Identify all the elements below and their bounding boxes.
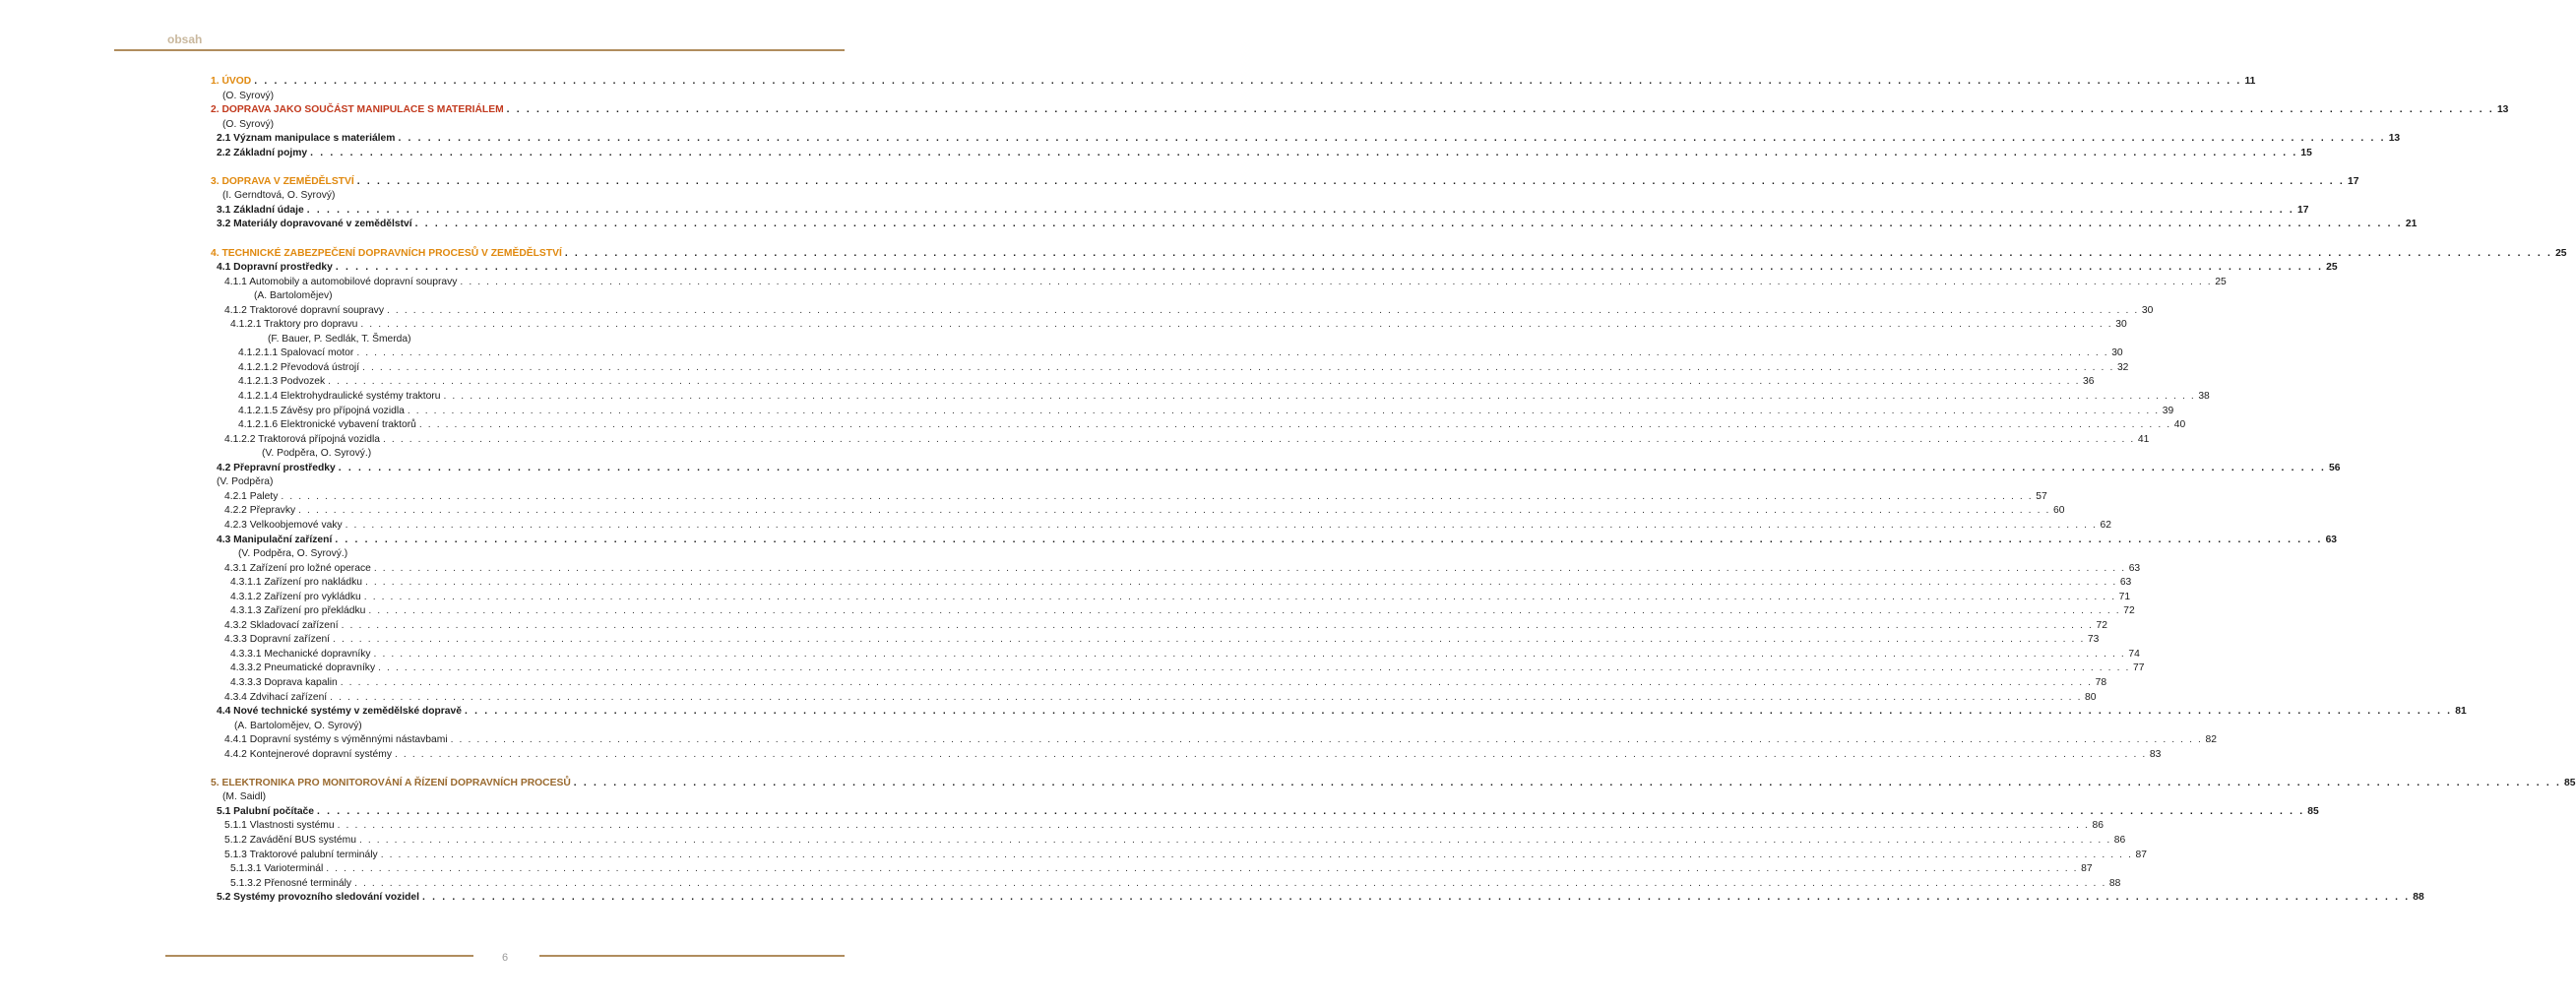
toc-entry[interactable] bbox=[211, 405, 2174, 419]
dot-leader: . . . . . . . . . . . . . . . . . . . . . . . . . . . . . . . . . . . . . . . . . . . . . . . . . . . . . . . . . . . . . . . . . . . . . . . . . . . . . . . . . . . . . . . . . . . . . . . . . . . . . . . . . . . . . . . . . . . . . . . . . . . . . . . . . . . . . . . . . . . . . . . . . . . . . . . . . . . . . . . . . . . . . . . . . . . . . . . . . . . . . . . . . . . . . . . . . . . . . . . . bbox=[298, 505, 2050, 517]
toc-author: (A. Bartoloměјev, O. Syrový) bbox=[234, 720, 362, 731]
toc-entry[interactable] bbox=[211, 519, 2111, 534]
toc-author-line bbox=[211, 447, 833, 462]
dot-leader: . . . . . . . . . . . . . . . . . . . . . . . . . . . . . . . . . . . . . . . . . . . . . . . . . . . . . . . . . . . . . . . . . . . . . . . . . . . . . . . . . . . . . . . . . . . . . . . . . . . . . . . . . . . . . . . . . . . . . . . . . . . . . . . . . . . . . . . . . . . . . . . . . . . . . . . . . . . . . . . . . . . . . . . . . . . . . . . . . . . . . . . . . . . . . . . . . . . . . . . . bbox=[573, 777, 2562, 788]
toc-page-number: 87 bbox=[2081, 863, 2093, 875]
toc-entry-title: 4.3.3.2 Pneumatické dopravníky bbox=[230, 662, 376, 674]
toc-entry[interactable] bbox=[211, 390, 2210, 405]
toc-page-number: 80 bbox=[2085, 691, 2097, 703]
dot-leader: . . . . . . . . . . . . . . . . . . . . . . . . . . . . . . . . . . . . . . . . . . . . . . . . . . . . . . . . . . . . . . . . . . . . . . . . . . . . . . . . . . . . . . . . . . . . . . . . . . . . . . . . . . . . . . . . . . . . . . . . . . . . . . . . . . . . . . . . . . . . . . . . . . . . . . . . . . . . . . . . . . . . . . . . . . . . . . . . . . . . . . . . . . . . . . . . . . . . . . . . bbox=[363, 591, 2116, 602]
toc-entry-title: 2. DOPRAVA JAKO SOUČÁST MANIPULACE S MATERIÁLEM bbox=[211, 104, 504, 116]
toc-entry[interactable] bbox=[211, 633, 2100, 648]
toc-entry[interactable] bbox=[211, 433, 2150, 448]
toc-entry-title: 4.4 Nové technické systémy v zemědělské dopravě bbox=[217, 706, 462, 718]
toc-entry[interactable] bbox=[211, 676, 2107, 691]
footer-rule-right bbox=[539, 955, 845, 957]
toc-page-number: 25 bbox=[2326, 262, 2338, 274]
toc-entry-title: 4. TECHNICKÉ ZABEZPEČENÍ DOPRAVNÍCH PROCESŮ V ZEMĚDĚLSTVÍ bbox=[211, 247, 562, 259]
dot-leader: . . . . . . . . . . . . . . . . . . . . . . . . . . . . . . . . . . . . . . . . . . . . . . . . . . . . . . . . . . . . . . . . . . . . . . . . . . . . . . . . . . . . . . . . . . . . . . . . . . . . . . . . . . . . . . . . . . . . . . . . . . . . . . . . . . . . . . . . . . . . . . . . . . . . . . . . . . . . . . . . . . . . . . . . . . . . . . . . . . . . . . . . . . . . . . . . . . . . . . . . bbox=[362, 361, 2114, 373]
toc-page-number: 30 bbox=[2111, 347, 2123, 359]
toc-entry-title: 5.1 Palubní počítače bbox=[217, 805, 314, 817]
toc-entry-title: 4.3 Manipulační zařízení bbox=[217, 534, 333, 545]
toc-entry[interactable] bbox=[211, 691, 2097, 706]
toc-author: (A. Bartolomějev) bbox=[254, 290, 333, 302]
toc-page-number: 11 bbox=[2244, 76, 2256, 87]
toc-entry[interactable] bbox=[211, 261, 2338, 276]
toc-page-number: 40 bbox=[2173, 419, 2186, 431]
toc-entry-title: 4.3.4 Zdvihací zařízení bbox=[224, 691, 328, 703]
dot-leader: . . . . . . . . . . . . . . . . . . . . . . . . . . . . . . . . . . . . . . . . . . . . . . . . . . . . . . . . . . . . . . . . . . . . . . . . . . . . . . . . . . . . . . . . . . . . . . . . . . . . . . . . . . . . . . . . . . . . . . . . . . . . . . . . . . . . . . . . . . . . . . . . . . . . . . . . . . . . . . . . . . . . . . . . . . . . . . . . . . . . . . . . . . . . . . . . . . . . . . . . bbox=[356, 175, 2345, 187]
toc-entry[interactable] bbox=[211, 591, 2131, 605]
toc-page-number: 86 bbox=[2092, 820, 2104, 832]
toc-entry[interactable] bbox=[211, 504, 2065, 519]
toc-author: (O. Syrový) bbox=[222, 90, 275, 101]
toc-author-line bbox=[211, 118, 833, 133]
toc-page-number: 88 bbox=[2413, 892, 2424, 904]
toc-entry-title: 5.1.1 Vlastnosti systému bbox=[224, 820, 335, 832]
toc-page-number: 36 bbox=[2083, 376, 2095, 388]
toc-page-number: 38 bbox=[2198, 391, 2210, 403]
dot-leader: . . . . . . . . . . . . . . . . . . . . . . . . . . . . . . . . . . . . . . . . . . . . . . . . . . . . . . . . . . . . . . . . . . . . . . . . . . . . . . . . . . . . . . . . . . . . . . . . . . . . . . . . . . . . . . . . . . . . . . . . . . . . . . . . . . . . . . . . . . . . . . . . . . . . . . . . . . . . . . . . . . . . . . . . . . . . . . . . . . . . . . . . . . . . . . . . . . . . . . . . bbox=[317, 805, 2305, 817]
toc-page-number: 30 bbox=[2115, 319, 2127, 331]
toc-page-number: 39 bbox=[2162, 405, 2174, 416]
toc-page-number: 72 bbox=[2096, 619, 2107, 631]
toc-entry-title: 3.1 Základní údaje bbox=[217, 204, 304, 216]
toc-entry[interactable] bbox=[211, 849, 2148, 863]
toc-page-number: 13 bbox=[2388, 133, 2401, 145]
toc-entry[interactable] bbox=[211, 562, 2141, 577]
toc-entry[interactable] bbox=[211, 834, 2126, 849]
dot-leader: . . . . . . . . . . . . . . . . . . . . . . . . . . . . . . . . . . . . . . . . . . . . . . . . . . . . . . . . . . . . . . . . . . . . . . . . . . . . . . . . . . . . . . . . . . . . . . . . . . . . . . . . . . . . . . . . . . . . . . . . . . . . . . . . . . . . . . . . . . . . . . . . . . . . . . . . . . . . . . . . . . . . . . . . . . . . . . . . . . . . . . . . . . . . . . . . . . . . . . . . bbox=[407, 405, 2160, 416]
toc-entry-title: 4.2 Přepravní prostředky bbox=[217, 462, 336, 473]
dot-leader: . . . . . . . . . . . . . . . . . . . . . . . . . . . . . . . . . . . . . . . . . . . . . . . . . . . . . . . . . . . . . . . . . . . . . . . . . . . . . . . . . . . . . . . . . . . . . . . . . . . . . . . . . . . . . . . . . . . . . . . . . . . . . . . . . . . . . . . . . . . . . . . . . . . . . . . . . . . . . . . . . . . . . . . . . . . . . . . . . . . . . . . . . . . . . . . . . . . . . . . . bbox=[386, 304, 2139, 316]
toc-entry[interactable] bbox=[211, 490, 2047, 505]
toc-entry[interactable] bbox=[211, 175, 2359, 190]
toc-entry[interactable] bbox=[211, 777, 2576, 791]
toc-entry[interactable] bbox=[211, 648, 2140, 662]
dot-leader: . . . . . . . . . . . . . . . . . . . . . . . . . . . . . . . . . . . . . . . . . . . . . . . . . . . . . . . . . . . . . . . . . . . . . . . . . . . . . . . . . . . . . . . . . . . . . . . . . . . . . . . . . . . . . . . . . . . . . . . . . . . . . . . . . . . . . . . . . . . . . . . . . . . . . . . . . . . . . . . . . . . . . . . . . . . . . . . . . . . . . . . . . . . . . . . . . . . . . . . . bbox=[306, 204, 2294, 216]
toc-entry-title: 4.1.2.1 Traktory pro dopravu bbox=[230, 319, 358, 331]
toc-page-number: 74 bbox=[2128, 648, 2140, 660]
dot-leader: . . . . . . . . . . . . . . . . . . . . . . . . . . . . . . . . . . . . . . . . . . . . . . . . . . . . . . . . . . . . . . . . . . . . . . . . . . . . . . . . . . . . . . . . . . . . . . . . . . . . . . . . . . . . . . . . . . . . . . . . . . . . . . . . . . . . . . . . . . . . . . . . . . . . . . . . . . . . . . . . . . . . . . . . . . . . . . . . . . . . . . . . . . . . . . . . . . . . . . . . bbox=[281, 490, 2034, 502]
toc-entry-title: 4.1.2.1.2 Převodová ústrojí bbox=[238, 361, 360, 373]
dot-leader: . . . . . . . . . . . . . . . . . . . . . . . . . . . . . . . . . . . . . . . . . . . . . . . . . . . . . . . . . . . . . . . . . . . . . . . . . . . . . . . . . . . . . . . . . . . . . . . . . . . . . . . . . . . . . . . . . . . . . . . . . . . . . . . . . . . . . . . . . . . . . . . . . . . . . . . . . . . . . . . . . . . . . . . . . . . . . . . . . . . . . . . . . . . . . . . . . . . . . . . . bbox=[335, 262, 2324, 274]
dot-leader: . . . . . . . . . . . . . . . . . . . . . . . . . . . . . . . . . . . . . . . . . . . . . . . . . . . . . . . . . . . . . . . . . . . . . . . . . . . . . . . . . . . . . . . . . . . . . . . . . . . . . . . . . . . . . . . . . . . . . . . . . . . . . . . . . . . . . . . . . . . . . . . . . . . . . . . . . . . . . . . . . . . . . . . . . . . . . . . . . . . . . . . . . . . . . . . . . . . . . . . . bbox=[354, 877, 2106, 889]
toc-entry[interactable] bbox=[211, 662, 2145, 676]
toc-entry[interactable] bbox=[211, 576, 2132, 591]
dot-leader: . . . . . . . . . . . . . . . . . . . . . . . . . . . . . . . . . . . . . . . . . . . . . . . . . . . . . . . . . . . . . . . . . . . . . . . . . . . . . . . . . . . . . . . . . . . . . . . . . . . . . . . . . . . . . . . . . . . . . . . . . . . . . . . . . . . . . . . . . . . . . . . . . . . . . . . . . . . . . . . . . . . . . . . . . . . . . . . . . . . . . . . . . . . . . . . . . . . . . . . . bbox=[422, 892, 2411, 904]
toc-entry[interactable] bbox=[211, 805, 2319, 820]
page-number: 6 bbox=[501, 952, 509, 964]
toc-page-number: 60 bbox=[2052, 505, 2065, 517]
toc-entry-title: 4.1.2.1.1 Spalovací motor bbox=[238, 347, 354, 359]
toc-entry[interactable] bbox=[211, 418, 2186, 433]
toc-entry-title: 3.2 Materiály dopravované v zemědělství bbox=[217, 219, 412, 230]
toc-entry[interactable] bbox=[211, 132, 2401, 147]
dot-leader: . . . . . . . . . . . . . . . . . . . . . . . . . . . . . . . . . . . . . . . . . . . . . . . . . . . . . . . . . . . . . . . . . . . . . . . . . . . . . . . . . . . . . . . . . . . . . . . . . . . . . . . . . . . . . . . . . . . . . . . . . . . . . . . . . . . . . . . . . . . . . . . . . . . . . . . . . . . . . . . . . . . . . . . . . . . . . . . . . . . . . . . . . . . . . . . . . . . . . . . . bbox=[358, 834, 2111, 846]
dot-leader: . . . . . . . . . . . . . . . . . . . . . . . . . . . . . . . . . . . . . . . . . . . . . . . . . . . . . . . . . . . . . . . . . . . . . . . . . . . . . . . . . . . . . . . . . . . . . . . . . . . . . . . . . . . . . . . . . . . . . . . . . . . . . . . . . . . . . . . . . . . . . . . . . . . . . . . . . . . . . . . . . . . . . . . . . . . . . . . . . . . . . . . . . . . . . . . . . . . . . . . . bbox=[330, 691, 2083, 703]
toc-entry[interactable] bbox=[211, 462, 2341, 476]
dot-leader: . . . . . . . . . . . . . . . . . . . . . . . . . . . . . . . . . . . . . . . . . . . . . . . . . . . . . . . . . . . . . . . . . . . . . . . . . . . . . . . . . . . . . . . . . . . . . . . . . . . . . . . . . . . . . . . . . . . . . . . . . . . . . . . . . . . . . . . . . . . . . . . . . . . . . . . . . . . . . . . . . . . . . . . . . . . . . . . . . . . . . . . . . . . . . . . . . . . . . . . . bbox=[373, 562, 2126, 574]
toc-entry-title: 4.2.2 Přepravky bbox=[224, 505, 296, 517]
toc-author: (V. Podpěra, O. Syrový.) bbox=[262, 448, 372, 460]
toc-page-number: 13 bbox=[2496, 104, 2509, 116]
toc-entry[interactable] bbox=[211, 318, 2127, 333]
toc-entry-title: 4.3.1.2 Zařízení pro vykládku bbox=[230, 591, 361, 602]
toc-entry[interactable] bbox=[211, 276, 2227, 290]
toc-page-number: 88 bbox=[2108, 877, 2121, 889]
running-header: obsah bbox=[167, 32, 203, 46]
toc-entry[interactable] bbox=[211, 534, 2338, 548]
dot-leader: . . . . . . . . . . . . . . . . . . . . . . . . . . . . . . . . . . . . . . . . . . . . . . . . . . . . . . . . . . . . . . . . . . . . . . . . . . . . . . . . . . . . . . . . . . . . . . . . . . . . . . . . . . . . . . . . . . . . . . . . . . . . . . . . . . . . . . . . . . . . . . . . . . . . . . . . . . . . . . . . . . . . . . . . . . . . . . . . . . . . . . . . . . . . . . . . . . . . . . . . bbox=[378, 662, 2130, 674]
dot-leader: . . . . . . . . . . . . . . . . . . . . . . . . . . . . . . . . . . . . . . . . . . . . . . . . . . . . . . . . . . . . . . . . . . . . . . . . . . . . . . . . . . . . . . . . . . . . . . . . . . . . . . . . . . . . . . . . . . . . . . . . . . . . . . . . . . . . . . . . . . . . . . . . . . . . . . . . . . . . . . . . . . . . . . . . . . . . . . . . . . . . . . . . . . . . . . . . . . . . . . . . bbox=[564, 247, 2553, 259]
toc-entry[interactable] bbox=[211, 218, 2418, 232]
toc-author-line bbox=[211, 189, 833, 204]
toc-author: (F. Bauer, P. Sedlák, T. Šmerda) bbox=[268, 333, 411, 345]
toc-page-number: 85 bbox=[2307, 805, 2319, 817]
toc-author-line bbox=[211, 720, 833, 734]
toc-entry[interactable] bbox=[211, 891, 2424, 906]
dot-leader: . . . . . . . . . . . . . . . . . . . . . . . . . . . . . . . . . . . . . . . . . . . . . . . . . . . . . . . . . . . . . . . . . . . . . . . . . . . . . . . . . . . . . . . . . . . . . . . . . . . . . . . . . . . . . . . . . . . . . . . . . . . . . . . . . . . . . . . . . . . . . . . . . . . . . . . . . . . . . . . . . . . . . . . . . . . . . . . . . . . . . . . . . . . . . . . . . . . . . . . . bbox=[326, 863, 2079, 875]
toc-entry-title: 2.2 Základní pojmy bbox=[217, 147, 308, 158]
dot-leader: . . . . . . . . . . . . . . . . . . . . . . . . . . . . . . . . . . . . . . . . . . . . . . . . . . . . . . . . . . . . . . . . . . . . . . . . . . . . . . . . . . . . . . . . . . . . . . . . . . . . . . . . . . . . . . . . . . . . . . . . . . . . . . . . . . . . . . . . . . . . . . . . . . . . . . . . . . . . . . . . . . . . . . . . . . . . . . . . . . . . . . . . . . . . . . . . . . . . . . . . bbox=[333, 634, 2085, 646]
toc-entry-title: 5.1.3.2 Přenosné terminály bbox=[230, 877, 352, 889]
toc-page-number: 71 bbox=[2118, 591, 2131, 602]
toc-entry-title: 4.1.2.2 Traktorová přípojná vozidla bbox=[224, 433, 380, 445]
dot-leader: . . . . . . . . . . . . . . . . . . . . . . . . . . . . . . . . . . . . . . . . . . . . . . . . . . . . . . . . . . . . . . . . . . . . . . . . . . . . . . . . . . . . . . . . . . . . . . . . . . . . . . . . . . . . . . . . . . . . . . . . . . . . . . . . . . . . . . . . . . . . . . . . . . . . . . . . . . . . . . . . . . . . . . . . . . . . . . . . . . . . . . . . . . . . . . . . . . . . . . . . bbox=[464, 706, 2453, 718]
toc-entry-title: 5.2 Systémy provozního sledování vozidel bbox=[217, 892, 419, 904]
toc-page-number: 25 bbox=[2555, 247, 2567, 259]
toc-author-line bbox=[211, 90, 833, 104]
toc-page-number: 15 bbox=[2300, 147, 2312, 158]
toc-entry-title: 4.2.1 Palety bbox=[224, 490, 279, 502]
toc-page-number: 57 bbox=[2036, 490, 2047, 502]
toc-entry-title: 4.3.1.1 Zařízení pro nakládku bbox=[230, 577, 362, 589]
toc-entry[interactable] bbox=[211, 304, 2154, 319]
toc-entry[interactable] bbox=[211, 819, 2104, 834]
toc-entry[interactable] bbox=[211, 103, 2509, 118]
toc-entry[interactable] bbox=[211, 748, 2162, 763]
table-of-contents bbox=[211, 75, 2576, 906]
toc-entry-title: 2.1 Význam manipulace s materiálem bbox=[217, 133, 396, 145]
dot-leader: . . . . . . . . . . . . . . . . . . . . . . . . . . . . . . . . . . . . . . . . . . . . . . . . . . . . . . . . . . . . . . . . . . . . . . . . . . . . . . . . . . . . . . . . . . . . . . . . . . . . . . . . . . . . . . . . . . . . . . . . . . . . . . . . . . . . . . . . . . . . . . . . . . . . . . . . . . . . . . . . . . . . . . . . . . . . . . . . . . . . . . . . . . . . . . . . . . . . . . . . bbox=[380, 849, 2133, 860]
toc-page-number: 86 bbox=[2113, 834, 2126, 846]
toc-page-number: 77 bbox=[2132, 662, 2145, 674]
toc-page-number: 73 bbox=[2087, 634, 2100, 646]
dot-leader: . . . . . . . . . . . . . . . . . . . . . . . . . . . . . . . . . . . . . . . . . . . . . . . . . . . . . . . . . . . . . . . . . . . . . . . . . . . . . . . . . . . . . . . . . . . . . . . . . . . . . . . . . . . . . . . . . . . . . . . . . . . . . . . . . . . . . . . . . . . . . . . . . . . . . . . . . . . . . . . . . . . . . . . . . . . . . . . . . . . . . . . . . . . . . . . . . . . . . . . . bbox=[335, 534, 2323, 545]
toc-entry[interactable] bbox=[211, 346, 2123, 361]
toc-entry[interactable] bbox=[211, 733, 2217, 748]
toc-entry-title: 4.1.2.1.4 Elektrohydraulické systémy traktoru bbox=[238, 391, 441, 403]
toc-entry-title: 4.4.2 Kontejnerové dopravní systémy bbox=[224, 748, 392, 760]
toc-page-number: 63 bbox=[2128, 562, 2141, 574]
toc-entry-title: 4.2.3 Velkoobjemové vaky bbox=[224, 519, 343, 531]
toc-page-number: 72 bbox=[2123, 605, 2135, 617]
toc-page-number: 17 bbox=[2296, 204, 2309, 216]
toc-page-number: 32 bbox=[2116, 361, 2129, 373]
toc-page-number: 30 bbox=[2141, 304, 2154, 316]
toc-author-line bbox=[211, 289, 833, 304]
toc-entry[interactable] bbox=[211, 375, 2095, 390]
toc-entry[interactable] bbox=[211, 147, 2312, 161]
toc-entry-title: 5.1.3.1 Varioterminál bbox=[230, 863, 324, 875]
toc-entry[interactable] bbox=[211, 619, 2107, 634]
toc-page-number: 21 bbox=[2405, 219, 2418, 230]
toc-page-number: 81 bbox=[2455, 706, 2467, 718]
toc-page-number: 63 bbox=[2119, 577, 2132, 589]
dot-leader: . . . . . . . . . . . . . . . . . . . . . . . . . . . . . . . . . . . . . . . . . . . . . . . . . . . . . . . . . . . . . . . . . . . . . . . . . . . . . . . . . . . . . . . . . . . . . . . . . . . . . . . . . . . . . . . . . . . . . . . . . . . . . . . . . . . . . . . . . . . . . . . . . . . . . . . . . . . . . . . . . . . . . . . . . . . . . . . . . . . . . . . . . . . . . . . . . . . . . . . . bbox=[337, 820, 2090, 832]
dot-leader: . . . . . . . . . . . . . . . . . . . . . . . . . . . . . . . . . . . . . . . . . . . . . . . . . . . . . . . . . . . . . . . . . . . . . . . . . . . . . . . . . . . . . . . . . . . . . . . . . . . . . . . . . . . . . . . . . . . . . . . . . . . . . . . . . . . . . . . . . . . . . . . . . . . . . . . . . . . . . . . . . . . . . . . . . . . . . . . . . . . . . . . . . . . . . . . . . . . . . . . . bbox=[345, 519, 2098, 531]
toc-entry-title: 4.3.1.3 Zařízení pro překládku bbox=[230, 605, 366, 617]
toc-page-number: 87 bbox=[2135, 849, 2148, 860]
dot-leader: . . . . . . . . . . . . . . . . . . . . . . . . . . . . . . . . . . . . . . . . . . . . . . . . . . . . . . . . . . . . . . . . . . . . . . . . . . . . . . . . . . . . . . . . . . . . . . . . . . . . . . . . . . . . . . . . . . . . . . . . . . . . . . . . . . . . . . . . . . . . . . . . . . . . . . . . . . . . . . . . . . . . . . . . . . . . . . . . . . . . . . . . . . . . . . . . . . . . . . . . bbox=[398, 133, 2386, 145]
toc-entry-title: 4.3.3 Dopravní zařízení bbox=[224, 634, 331, 646]
toc-entry-title: 5.1.3 Traktorové palubní terminály bbox=[224, 849, 378, 860]
toc-entry-title: 4.1.2.1.3 Podvozek bbox=[238, 376, 326, 388]
toc-entry[interactable] bbox=[211, 361, 2129, 376]
dot-leader: . . . . . . . . . . . . . . . . . . . . . . . . . . . . . . . . . . . . . . . . . . . . . . . . . . . . . . . . . . . . . . . . . . . . . . . . . . . . . . . . . . . . . . . . . . . . . . . . . . . . . . . . . . . . . . . . . . . . . . . . . . . . . . . . . . . . . . . . . . . . . . . . . . . . . . . . . . . . . . . . . . . . . . . . . . . . . . . . . . . . . . . . . . . . . . . . . . . . . . . . bbox=[368, 605, 2121, 617]
header-rule bbox=[114, 49, 845, 51]
toc-entry-title: 4.1.2 Traktorové dopravní soupravy bbox=[224, 304, 384, 316]
toc-page-number: 63 bbox=[2325, 534, 2338, 545]
toc-author: (V. Podpěra, O. Syrový.) bbox=[238, 548, 348, 560]
dot-leader: . . . . . . . . . . . . . . . . . . . . . . . . . . . . . . . . . . . . . . . . . . . . . . . . . . . . . . . . . . . . . . . . . . . . . . . . . . . . . . . . . . . . . . . . . . . . . . . . . . . . . . . . . . . . . . . . . . . . . . . . . . . . . . . . . . . . . . . . . . . . . . . . . . . . . . . . . . . . . . . . . . . . . . . . . . . . . . . . . . . . . . . . . . . . . . . . . . . . . . . . bbox=[395, 748, 2147, 760]
footer-rule-left bbox=[165, 955, 473, 957]
toc-entry[interactable] bbox=[211, 75, 2256, 90]
toc-entry[interactable] bbox=[211, 862, 2093, 877]
dot-leader: . . . . . . . . . . . . . . . . . . . . . . . . . . . . . . . . . . . . . . . . . . . . . . . . . . . . . . . . . . . . . . . . . . . . . . . . . . . . . . . . . . . . . . . . . . . . . . . . . . . . . . . . . . . . . . . . . . . . . . . . . . . . . . . . . . . . . . . . . . . . . . . . . . . . . . . . . . . . . . . . . . . . . . . . . . . . . . . . . . . . . . . . . . . . . . . . . . . . . . . . bbox=[338, 462, 2327, 473]
toc-author: (I. Gerndtová, O. Syrový) bbox=[222, 190, 336, 202]
toc-page-number: 82 bbox=[2205, 734, 2217, 746]
dot-leader: . . . . . . . . . . . . . . . . . . . . . . . . . . . . . . . . . . . . . . . . . . . . . . . . . . . . . . . . . . . . . . . . . . . . . . . . . . . . . . . . . . . . . . . . . . . . . . . . . . . . . . . . . . . . . . . . . . . . . . . . . . . . . . . . . . . . . . . . . . . . . . . . . . . . . . . . . . . . . . . . . . . . . . . . . . . . . . . . . . . . . . . . . . . . . . . . . . . . . . . . bbox=[340, 676, 2093, 688]
dot-leader: . . . . . . . . . . . . . . . . . . . . . . . . . . . . . . . . . . . . . . . . . . . . . . . . . . . . . . . . . . . . . . . . . . . . . . . . . . . . . . . . . . . . . . . . . . . . . . . . . . . . . . . . . . . . . . . . . . . . . . . . . . . . . . . . . . . . . . . . . . . . . . . . . . . . . . . . . . . . . . . . . . . . . . . . . . . . . . . . . . . . . . . . . . . . . . . . . . . . . . . . bbox=[356, 347, 2109, 359]
toc-author-line bbox=[211, 790, 833, 805]
dot-leader: . . . . . . . . . . . . . . . . . . . . . . . . . . . . . . . . . . . . . . . . . . . . . . . . . . . . . . . . . . . . . . . . . . . . . . . . . . . . . . . . . . . . . . . . . . . . . . . . . . . . . . . . . . . . . . . . . . . . . . . . . . . . . . . . . . . . . . . . . . . . . . . . . . . . . . . . . . . . . . . . . . . . . . . . . . . . . . . . . . . . . . . . . . . . . . . . . . . . . . . . bbox=[341, 619, 2094, 631]
toc-author-line bbox=[211, 333, 833, 347]
toc-entry[interactable] bbox=[211, 204, 2309, 219]
toc-page-number: 62 bbox=[2100, 519, 2111, 531]
dot-leader: . . . . . . . . . . . . . . . . . . . . . . . . . . . . . . . . . . . . . . . . . . . . . . . . . . . . . . . . . . . . . . . . . . . . . . . . . . . . . . . . . . . . . . . . . . . . . . . . . . . . . . . . . . . . . . . . . . . . . . . . . . . . . . . . . . . . . . . . . . . . . . . . . . . . . . . . . . . . . . . . . . . . . . . . . . . . . . . . . . . . . . . . . . . . . . . . . . . . . . . . bbox=[506, 104, 2494, 116]
toc-page-number: 85 bbox=[2564, 777, 2576, 788]
dot-leader: . . . . . . . . . . . . . . . . . . . . . . . . . . . . . . . . . . . . . . . . . . . . . . . . . . . . . . . . . . . . . . . . . . . . . . . . . . . . . . . . . . . . . . . . . . . . . . . . . . . . . . . . . . . . . . . . . . . . . . . . . . . . . . . . . . . . . . . . . . . . . . . . . . . . . . . . . . . . . . . . . . . . . . . . . . . . . . . . . . . . . . . . . . . . . . . . . . . . . . . . bbox=[360, 319, 2113, 331]
toc-entry-title: 4.4.1 Dopravní systémy s výměnnými nástavbami bbox=[224, 734, 448, 746]
toc-entry-title: 5.1.2 Zavádění BUS systému bbox=[224, 834, 356, 846]
toc-entry[interactable] bbox=[211, 877, 2121, 892]
toc-page-number: 25 bbox=[2215, 276, 2227, 287]
dot-leader: . . . . . . . . . . . . . . . . . . . . . . . . . . . . . . . . . . . . . . . . . . . . . . . . . . . . . . . . . . . . . . . . . . . . . . . . . . . . . . . . . . . . . . . . . . . . . . . . . . . . . . . . . . . . . . . . . . . . . . . . . . . . . . . . . . . . . . . . . . . . . . . . . . . . . . . . . . . . . . . . . . . . . . . . . . . . . . . . . . . . . . . . . . . . . . . . . . . . . . . . bbox=[364, 577, 2117, 589]
toc-entry-title: 4.1.2.1.6 Elektronické vybavení traktorů bbox=[238, 419, 416, 431]
dot-leader: . . . . . . . . . . . . . . . . . . . . . . . . . . . . . . . . . . . . . . . . . . . . . . . . . . . . . . . . . . . . . . . . . . . . . . . . . . . . . . . . . . . . . . . . . . . . . . . . . . . . . . . . . . . . . . . . . . . . . . . . . . . . . . . . . . . . . . . . . . . . . . . . . . . . . . . . . . . . . . . . . . . . . . . . . . . . . . . . . . . . . . . . . . . . . . . . . . . . . . . . bbox=[328, 376, 2081, 388]
dot-leader: . . . . . . . . . . . . . . . . . . . . . . . . . . . . . . . . . . . . . . . . . . . . . . . . . . . . . . . . . . . . . . . . . . . . . . . . . . . . . . . . . . . . . . . . . . . . . . . . . . . . . . . . . . . . . . . . . . . . . . . . . . . . . . . . . . . . . . . . . . . . . . . . . . . . . . . . . . . . . . . . . . . . . . . . . . . . . . . . . . . . . . . . . . . . . . . . . . . . . . . . bbox=[254, 76, 2242, 87]
toc-entry-title: 4.3.3.3 Doprava kapalin bbox=[230, 676, 338, 688]
toc-entry-title: 4.1.2.1.5 Závěsy pro přípojná vozidla bbox=[238, 405, 405, 416]
toc-page-number: 17 bbox=[2347, 175, 2359, 187]
toc-page-number: 56 bbox=[2329, 462, 2341, 473]
toc-page-number: 83 bbox=[2149, 748, 2162, 760]
dot-leader: . . . . . . . . . . . . . . . . . . . . . . . . . . . . . . . . . . . . . . . . . . . . . . . . . . . . . . . . . . . . . . . . . . . . . . . . . . . . . . . . . . . . . . . . . . . . . . . . . . . . . . . . . . . . . . . . . . . . . . . . . . . . . . . . . . . . . . . . . . . . . . . . . . . . . . . . . . . . . . . . . . . . . . . . . . . . . . . . . . . . . . . . . . . . . . . . . . . . . . . . bbox=[382, 433, 2135, 445]
dot-leader: . . . . . . . . . . . . . . . . . . . . . . . . . . . . . . . . . . . . . . . . . . . . . . . . . . . . . . . . . . . . . . . . . . . . . . . . . . . . . . . . . . . . . . . . . . . . . . . . . . . . . . . . . . . . . . . . . . . . . . . . . . . . . . . . . . . . . . . . . . . . . . . . . . . . . . . . . . . . . . . . . . . . . . . . . . . . . . . . . . . . . . . . . . . . . . . . . . . . . . . . bbox=[443, 391, 2196, 403]
toc-entry-title: 4.3.2 Skladovací zařízení bbox=[224, 619, 339, 631]
toc-entry[interactable] bbox=[211, 604, 2135, 619]
toc-author: (M. Saidl) bbox=[222, 791, 267, 803]
toc-author-line bbox=[211, 547, 833, 562]
toc-author: (O. Syrový) bbox=[222, 118, 275, 130]
toc-entry-title: 4.3.3.1 Mechanické dopravníky bbox=[230, 648, 371, 660]
toc-entry-title: 4.1 Dopravní prostředky bbox=[217, 262, 333, 274]
dot-leader: . . . . . . . . . . . . . . . . . . . . . . . . . . . . . . . . . . . . . . . . . . . . . . . . . . . . . . . . . . . . . . . . . . . . . . . . . . . . . . . . . . . . . . . . . . . . . . . . . . . . . . . . . . . . . . . . . . . . . . . . . . . . . . . . . . . . . . . . . . . . . . . . . . . . . . . . . . . . . . . . . . . . . . . . . . . . . . . . . . . . . . . . . . . . . . . . . . . . . . . . bbox=[373, 648, 2126, 660]
dot-leader: . . . . . . . . . . . . . . . . . . . . . . . . . . . . . . . . . . . . . . . . . . . . . . . . . . . . . . . . . . . . . . . . . . . . . . . . . . . . . . . . . . . . . . . . . . . . . . . . . . . . . . . . . . . . . . . . . . . . . . . . . . . . . . . . . . . . . . . . . . . . . . . . . . . . . . . . . . . . . . . . . . . . . . . . . . . . . . . . . . . . . . . . . . . . . . . . . . . . . . . . bbox=[460, 276, 2213, 287]
dot-leader: . . . . . . . . . . . . . . . . . . . . . . . . . . . . . . . . . . . . . . . . . . . . . . . . . . . . . . . . . . . . . . . . . . . . . . . . . . . . . . . . . . . . . . . . . . . . . . . . . . . . . . . . . . . . . . . . . . . . . . . . . . . . . . . . . . . . . . . . . . . . . . . . . . . . . . . . . . . . . . . . . . . . . . . . . . . . . . . . . . . . . . . . . . . . . . . . . . . . . . . . bbox=[414, 219, 2403, 230]
toc-page-number: 78 bbox=[2095, 676, 2107, 688]
toc-entry-title: 5. ELEKTRONIKA PRO MONITOROVÁNÍ A ŘÍZENÍ DOPRAVNÍCH PROCESŮ bbox=[211, 777, 571, 788]
toc-entry[interactable] bbox=[211, 705, 2467, 720]
dot-leader: . . . . . . . . . . . . . . . . . . . . . . . . . . . . . . . . . . . . . . . . . . . . . . . . . . . . . . . . . . . . . . . . . . . . . . . . . . . . . . . . . . . . . . . . . . . . . . . . . . . . . . . . . . . . . . . . . . . . . . . . . . . . . . . . . . . . . . . . . . . . . . . . . . . . . . . . . . . . . . . . . . . . . . . . . . . . . . . . . . . . . . . . . . . . . . . . . . . . . . . . bbox=[418, 419, 2171, 431]
dot-leader: . . . . . . . . . . . . . . . . . . . . . . . . . . . . . . . . . . . . . . . . . . . . . . . . . . . . . . . . . . . . . . . . . . . . . . . . . . . . . . . . . . . . . . . . . . . . . . . . . . . . . . . . . . . . . . . . . . . . . . . . . . . . . . . . . . . . . . . . . . . . . . . . . . . . . . . . . . . . . . . . . . . . . . . . . . . . . . . . . . . . . . . . . . . . . . . . . . . . . . . . bbox=[450, 734, 2203, 746]
toc-entry-title: 4.1.1 Automobily a automobilové dopravní soupravy bbox=[224, 276, 458, 287]
toc-author: (V. Podpěra) bbox=[217, 476, 274, 488]
dot-leader: . . . . . . . . . . . . . . . . . . . . . . . . . . . . . . . . . . . . . . . . . . . . . . . . . . . . . . . . . . . . . . . . . . . . . . . . . . . . . . . . . . . . . . . . . . . . . . . . . . . . . . . . . . . . . . . . . . . . . . . . . . . . . . . . . . . . . . . . . . . . . . . . . . . . . . . . . . . . . . . . . . . . . . . . . . . . . . . . . . . . . . . . . . . . . . . . . . . . . . . . bbox=[310, 147, 2298, 158]
toc-entry-title: 1. ÚVOD bbox=[211, 76, 252, 87]
toc-entry-title: 3. DOPRAVA V ZEMĚDĚLSTVÍ bbox=[211, 175, 354, 187]
toc-entry-title: 4.3.1 Zařízení pro ložné operace bbox=[224, 562, 371, 574]
toc-author-line bbox=[211, 475, 833, 490]
toc-page-number: 41 bbox=[2137, 433, 2150, 445]
toc-entry[interactable] bbox=[211, 247, 2567, 262]
